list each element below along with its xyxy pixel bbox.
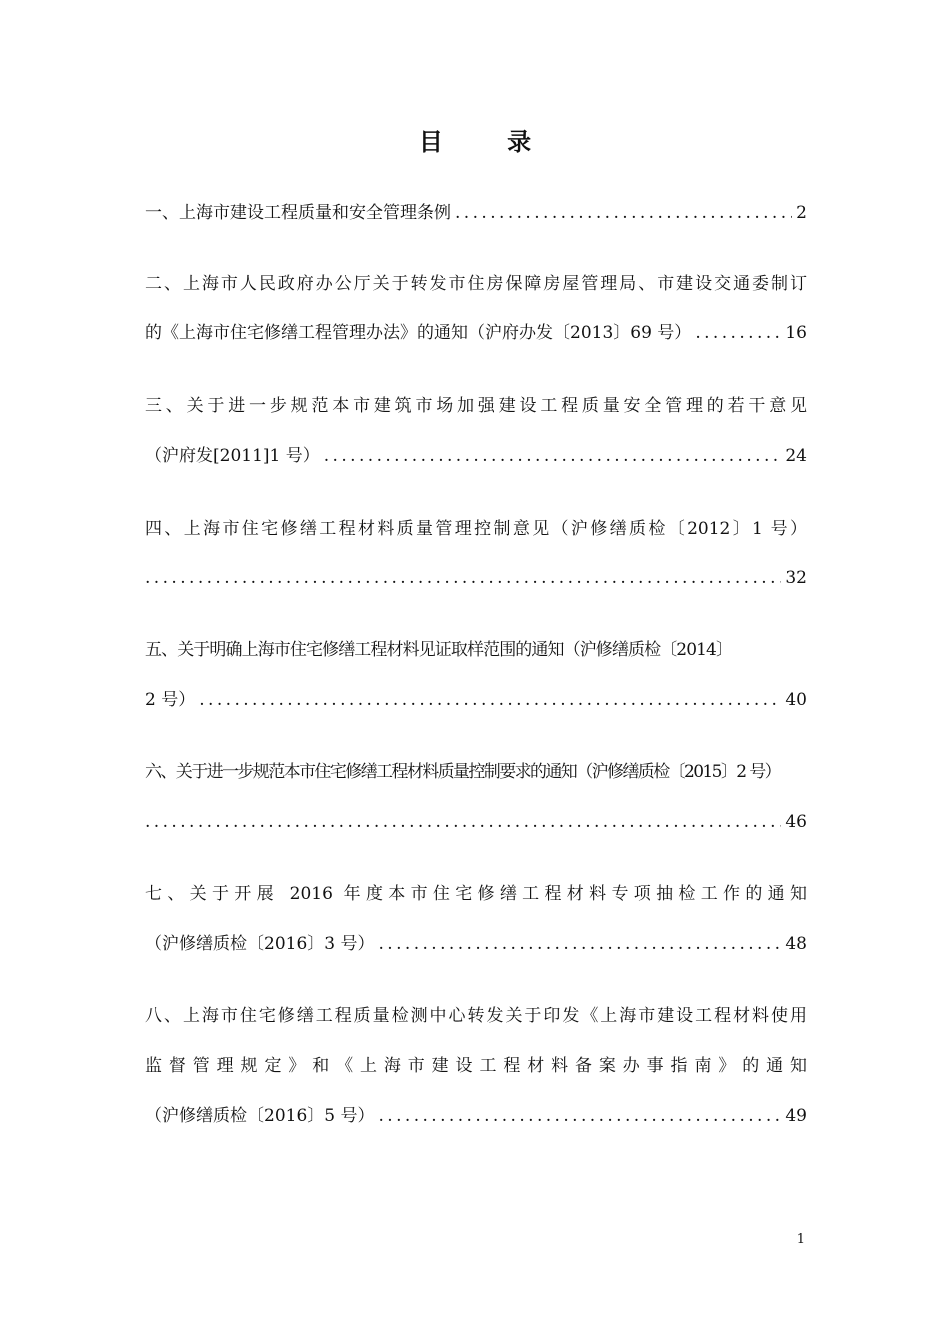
toc-page-ref: 49	[785, 1106, 807, 1126]
toc-page-ref: 32	[785, 568, 807, 588]
dot-leader	[145, 809, 781, 835]
dot-leader	[695, 320, 781, 346]
toc-page-ref: 48	[785, 934, 807, 954]
toc-entry-8-line-3[interactable]	[145, 1103, 807, 1129]
toc-entry-2-line-1[interactable]: 二、上海市人民政府办公厅关于转发市住房保障房屋管理局、市建设交通委制订	[145, 274, 807, 294]
toc-entry-5-line-2[interactable]	[145, 687, 807, 713]
toc-entry-6-line-1[interactable]: 六、关于进一步规范本市住宅修缮工程材料质量控制要求的通知（沪修缮质检〔2015〕2 号）	[145, 762, 781, 782]
dot-leader	[324, 443, 782, 469]
toc-entry-4-line-1[interactable]: 四、上海市住宅修缮工程材料质量管理控制意见（沪修缮质检〔2012〕1 号）	[145, 519, 807, 539]
dot-leader	[199, 687, 781, 713]
toc-page-ref: 2	[796, 203, 807, 223]
toc-entry-6-line-2[interactable]	[145, 809, 807, 835]
toc-entry-text: （沪府发[2011]1 号）	[145, 446, 320, 466]
toc-entry-7-line-2[interactable]	[145, 931, 807, 957]
toc-entry-7-line-1[interactable]: 七、关于开展 2016 年度本市住宅修缮工程材料专项抽检工作的通知	[145, 884, 807, 904]
toc-entry-3-line-1[interactable]: 三、关于进一步规范本市建筑市场加强建设工程质量安全管理的若干意见	[145, 396, 807, 416]
dot-leader	[378, 1103, 781, 1129]
toc-entry-text: 的《上海市住宅修缮工程管理办法》的通知（沪府办发〔2013〕69 号）	[145, 323, 692, 343]
toc-page-ref: 16	[785, 323, 807, 343]
toc-entry-8-line-2[interactable]: 监督管理规定》和《上海市建设工程材料备案办事指南》的通知	[145, 1056, 807, 1076]
page-number: 1	[796, 1232, 805, 1247]
toc-title: 目 录	[418, 127, 560, 156]
toc-page-ref: 46	[785, 812, 807, 832]
toc-entry-text: 一、上海市建设工程质量和安全管理条例	[145, 203, 451, 223]
toc-entry-4-line-2[interactable]	[145, 565, 807, 591]
toc-entry-text: 2 号）	[145, 690, 196, 710]
toc-entry-2-line-2[interactable]	[145, 320, 807, 346]
toc-entry-1[interactable]	[145, 200, 807, 226]
dot-leader	[455, 200, 792, 226]
dot-leader	[145, 565, 781, 591]
toc-entry-8-line-1[interactable]: 八、上海市住宅修缮工程质量检测中心转发关于印发《上海市建设工程材料使用	[145, 1006, 807, 1026]
toc-entry-text: （沪修缮质检〔2016〕5 号）	[145, 1106, 375, 1126]
toc-page-ref: 40	[785, 690, 807, 710]
dot-leader	[378, 931, 781, 957]
toc-page-ref: 24	[785, 446, 807, 466]
toc-entry-text: （沪修缮质检〔2016〕3 号）	[145, 934, 375, 954]
toc-entry-5-line-1[interactable]: 五、关于明确上海市住宅修缮工程材料见证取样范围的通知（沪修缮质检〔2014〕	[145, 640, 733, 660]
toc-entry-3-line-2[interactable]	[145, 443, 807, 469]
